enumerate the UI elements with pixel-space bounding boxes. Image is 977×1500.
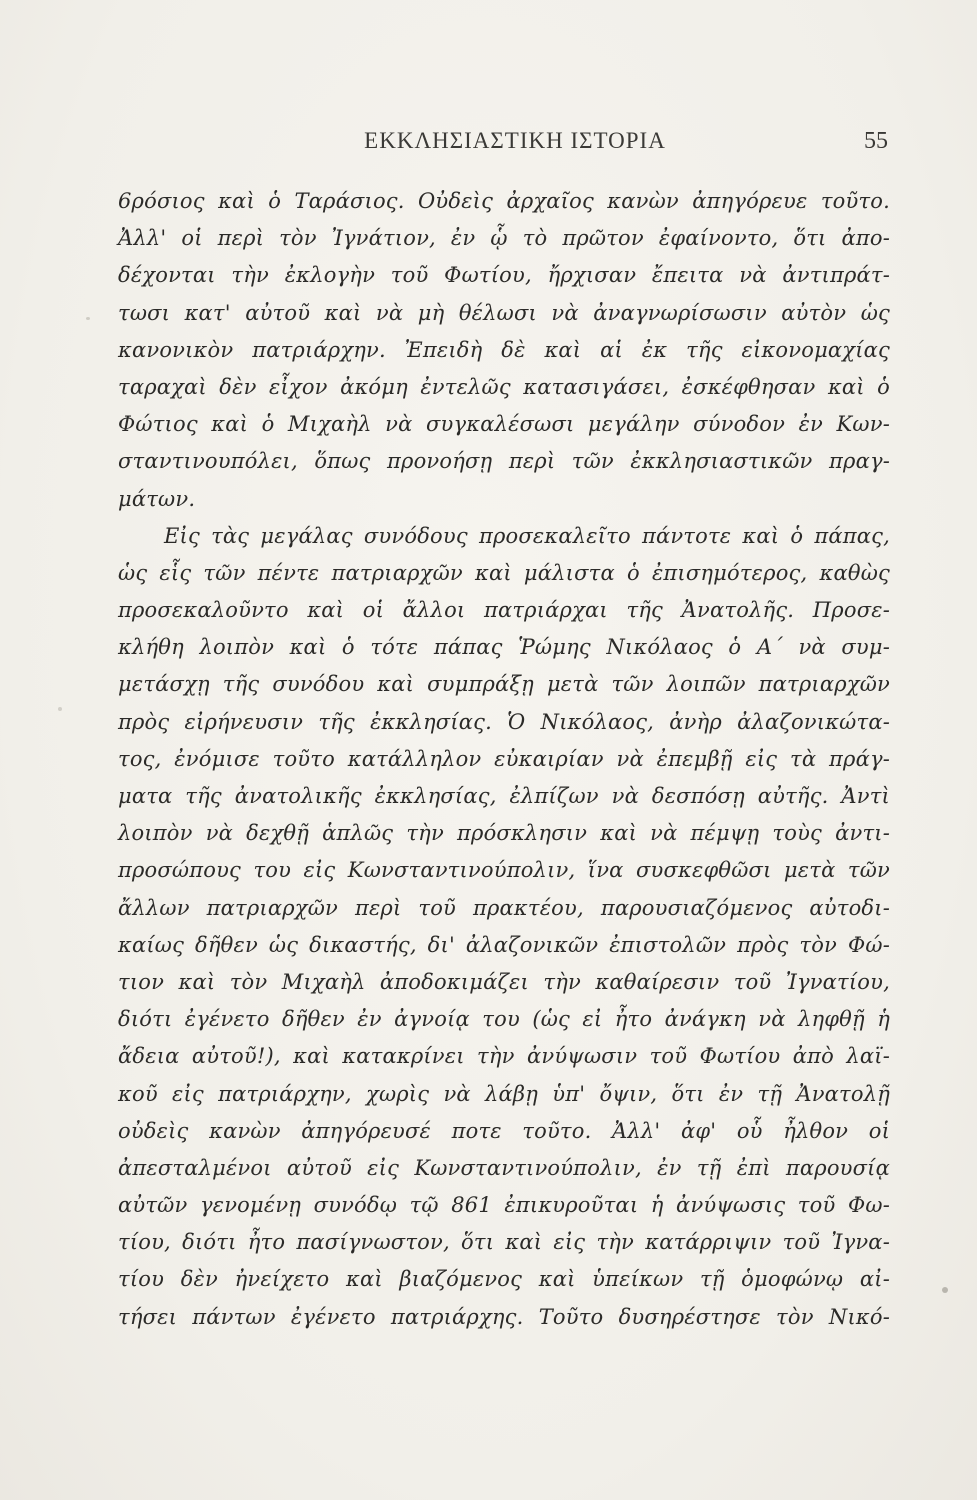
text-line: λοιπὸν νὰ δεχθῇ ἁπλῶς τὴν πρόσκλησιν καὶ νὰ πέμψῃ τοὺς ἀντι-	[118, 821, 890, 846]
text-line: τίου δὲν ἠνείχετο καὶ βιαζόμενος καὶ ὑπείκων τῇ ὁμοφώνῳ αἰ-	[118, 1267, 890, 1292]
body-text	[118, 183, 890, 1336]
text-line: τος, ἐνόμισε τοῦτο κατάλληλον εὐκαιρίαν νὰ ἐπεμβῇ εἰς τὰ πράγ-	[118, 746, 890, 771]
text-line: πρὸς εἰρήνευσιν τῆς ἐκκλησίας. Ὁ Νικόλαος, ἀνὴρ ἀλαζονικώτα-	[118, 709, 890, 734]
text-line: κλήθη λοιπὸν καὶ ὁ τότε πάπας Ῥώμης Νικόλαος ὁ Α΄ νὰ συμ-	[118, 635, 890, 660]
paper-speck	[58, 707, 62, 711]
text-line: ταραχαὶ δὲν εἶχον ἀκόμη ἐντελῶς κατασιγάσει, ἐσκέφθησαν καὶ ὁ	[118, 374, 890, 399]
text-line: Εἰς τὰς μεγάλας συνόδους προσεκαλεῖτο πάντοτε καὶ ὁ πάπας,	[164, 523, 890, 548]
text-line: αὐτῶν γενομένῃ συνόδῳ τῷ 861 ἐπικυροῦται ἡ ἀνύψωσις τοῦ Φω-	[118, 1193, 890, 1218]
page-header	[140, 128, 890, 162]
text-line: μάτων.	[118, 486, 196, 511]
text-line: μετάσχῃ τῆς συνόδου καὶ συμπράξῃ μετὰ τῶν λοιπῶν πατριαρχῶν	[118, 672, 890, 697]
text-line: ἀπεσταλμένοι αὐτοῦ εἰς Κωνσταντινούπολιν, ἐν τῇ ἐπὶ παρουσίᾳ	[118, 1155, 890, 1180]
text-line: ἄλλων πατριαρχῶν περὶ τοῦ πρακτέου, παρουσιαζόμενος αὐτοδι-	[118, 895, 890, 920]
paragraph-2	[118, 518, 890, 1336]
text-line: τωσι κατ' αὐτοῦ καὶ νὰ μὴ θέλωσι νὰ ἀναγνωρίσωσιν αὐτὸν ὡς	[118, 300, 890, 325]
text-line: ματα τῆς ἀνατολικῆς ἐκκλησίας, ἐλπίζων νὰ δεσπόσῃ αὐτῆς. Ἀντὶ	[118, 784, 890, 808]
text-line: οὐδεὶς κανὼν ἀπηγόρευσέ ποτε τοῦτο. Ἀλλ' ἀφ' οὗ ἦλθον οἱ	[118, 1118, 890, 1143]
text-line: προσεκαλοῦντο καὶ οἱ ἄλλοι πατριάρχαι τῆς Ἀνατολῆς. Προσε-	[118, 598, 890, 623]
text-line: προσώπους του εἰς Κωνσταντινούπολιν, ἵνα συσκεφθῶσι μετὰ τῶν	[118, 858, 890, 883]
text-line: κοῦ εἰς πατριάρχην, χωρὶς νὰ λάβῃ ὑπ' ὄψιν, ὅτι ἐν τῇ Ἀνατολῇ	[118, 1081, 890, 1106]
text-line: ὡς εἷς τῶν πέντε πατριαρχῶν καὶ μάλιστα ὁ ἐπισημότερος, καθὼς	[118, 560, 890, 585]
text-line: τίου, διότι ἦτο πασίγνωστον, ὅτι καὶ εἰς τὴν κατάρριψιν τοῦ Ἰγνα-	[118, 1230, 890, 1255]
running-title: ΕΚΚΛΗΣΙΑΣΤΙΚΗ ΙΣΤΟΡΙΑ	[364, 128, 666, 153]
text-line: 6ρόσιος καὶ ὁ Ταράσιος. Οὐδεὶς ἀρχαῖος κανὼν ἀπηγόρευε τοῦτο.	[118, 189, 890, 213]
text-line: διότι ἐγένετο δῆθεν ἐν ἀγνοίᾳ του (ὡς εἰ ἦτο ἀνάγκη νὰ ληφθῇ ἡ	[118, 1007, 890, 1032]
page-number: 55	[864, 128, 888, 154]
text-line: καίως δῆθεν ὡς δικαστής, δι' ἀλαζονικῶν ἐπιστολῶν πρὸς τὸν Φώ-	[118, 932, 890, 957]
paragraph-1	[118, 183, 890, 518]
text-line: τιον καὶ τὸν Μιχαὴλ ἀποδοκιμάζει τὴν καθαίρεσιν τοῦ Ἰγνατίου,	[118, 969, 890, 994]
paper-speck	[86, 317, 90, 320]
text-line: Φώτιος καὶ ὁ Μιχαὴλ νὰ συγκαλέσωσι μεγάλην σύνοδον ἐν Κων-	[118, 412, 890, 437]
text-line: τήσει πάντων ἐγένετο πατριάρχης. Τοῦτο δυσηρέστησε τὸν Νικό-	[118, 1304, 890, 1329]
text-line: ἄδεια αὐτοῦ!), καὶ κατακρίνει τὴν ἀνύψωσιν τοῦ Φωτίου ἀπὸ λαϊ-	[118, 1044, 890, 1069]
text-line: Ἀλλ' οἱ περὶ τὸν Ἰγνάτιον, ἐν ᾧ τὸ πρῶτον ἐφαίνοντο, ὅτι ἀπο-	[118, 226, 890, 251]
text-line: κανονικὸν πατριάρχην. Ἐπειδὴ δὲ καὶ αἱ ἐκ τῆς εἰκονομαχίας	[118, 337, 890, 362]
text-line: σταντινουπόλει, ὅπως προνοήσῃ περὶ τῶν ἐκκλησιαστικῶν πραγ-	[118, 449, 890, 474]
text-line: δέχονται τὴν ἐκλογὴν τοῦ Φωτίου, ἤρχισαν ἔπειτα νὰ ἀντιπράτ-	[118, 263, 890, 288]
paper-speck	[942, 1287, 948, 1293]
